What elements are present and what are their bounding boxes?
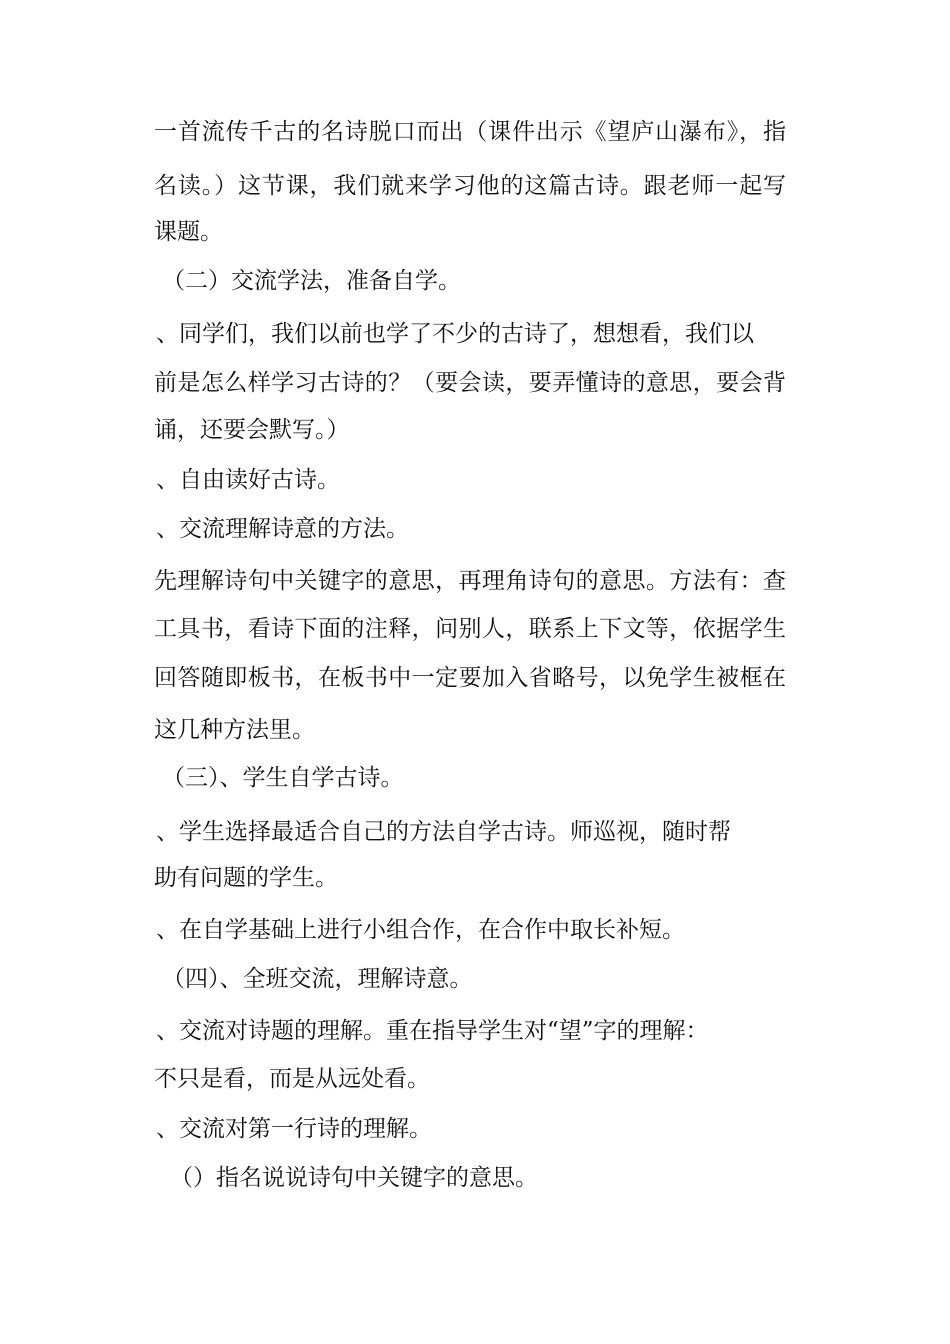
text-line-10: 先理解诗句中关键字的意思，再理角诗句的意思。方法有：查 xyxy=(154,568,786,594)
text-line-7: 诵，还要会默写。） xyxy=(154,417,350,443)
text-line-2: 名读。）这节课，我们就来学习他的这篇古诗。跟老师一起写 xyxy=(154,173,786,199)
text-line-19: 、交流对诗题的理解。重在指导学生对“望”字的理解： xyxy=(156,1018,709,1044)
text-line-12: 回答随即板书，在板书中一定要加入省略号，以免学生被框在 xyxy=(154,665,786,691)
section-heading-4: （四）、全班交流，理解诗意。 xyxy=(162,966,473,992)
section-heading-2: （二）交流学法，准备自学。 xyxy=(162,268,461,294)
text-line-22: （）指名说说诗句中关键字的意思。 xyxy=(170,1165,538,1191)
text-line-6: 前是怎么样学习古诗的？（要会读，要弄懂诗的意思，要会背 xyxy=(154,370,786,396)
text-line-16: 助有问题的学生。 xyxy=(154,865,338,891)
text-line-8: 、自由读好古诗。 xyxy=(156,467,340,493)
section-heading-3: （三）、学生自学古诗。 xyxy=(162,765,404,791)
text-line-11: 工具书，看诗下面的注释，问别人，联系上下文等，依据学生 xyxy=(154,616,786,642)
text-line-1: 一首流传千古的名诗脱口而出（课件出示《望庐山瀑布》，指 xyxy=(154,119,786,145)
text-line-20: 不只是看，而是从远处看。 xyxy=(154,1066,430,1092)
text-line-15: 、学生选择最适合自己的方法自学古诗。师巡视，随时帮 xyxy=(156,819,731,845)
text-line-3: 课题。 xyxy=(154,219,223,245)
text-line-9: 、交流理解诗意的方法。 xyxy=(156,516,409,542)
text-line-13: 这几种方法里。 xyxy=(154,717,315,743)
text-line-21: 、交流对第一行诗的理解。 xyxy=(156,1116,432,1142)
text-line-5: 、同学们，我们以前也学了不少的古诗了，想想看，我们以 xyxy=(156,321,754,347)
text-line-17: 、在自学基础上进行小组合作，在合作中取长补短。 xyxy=(156,917,685,943)
